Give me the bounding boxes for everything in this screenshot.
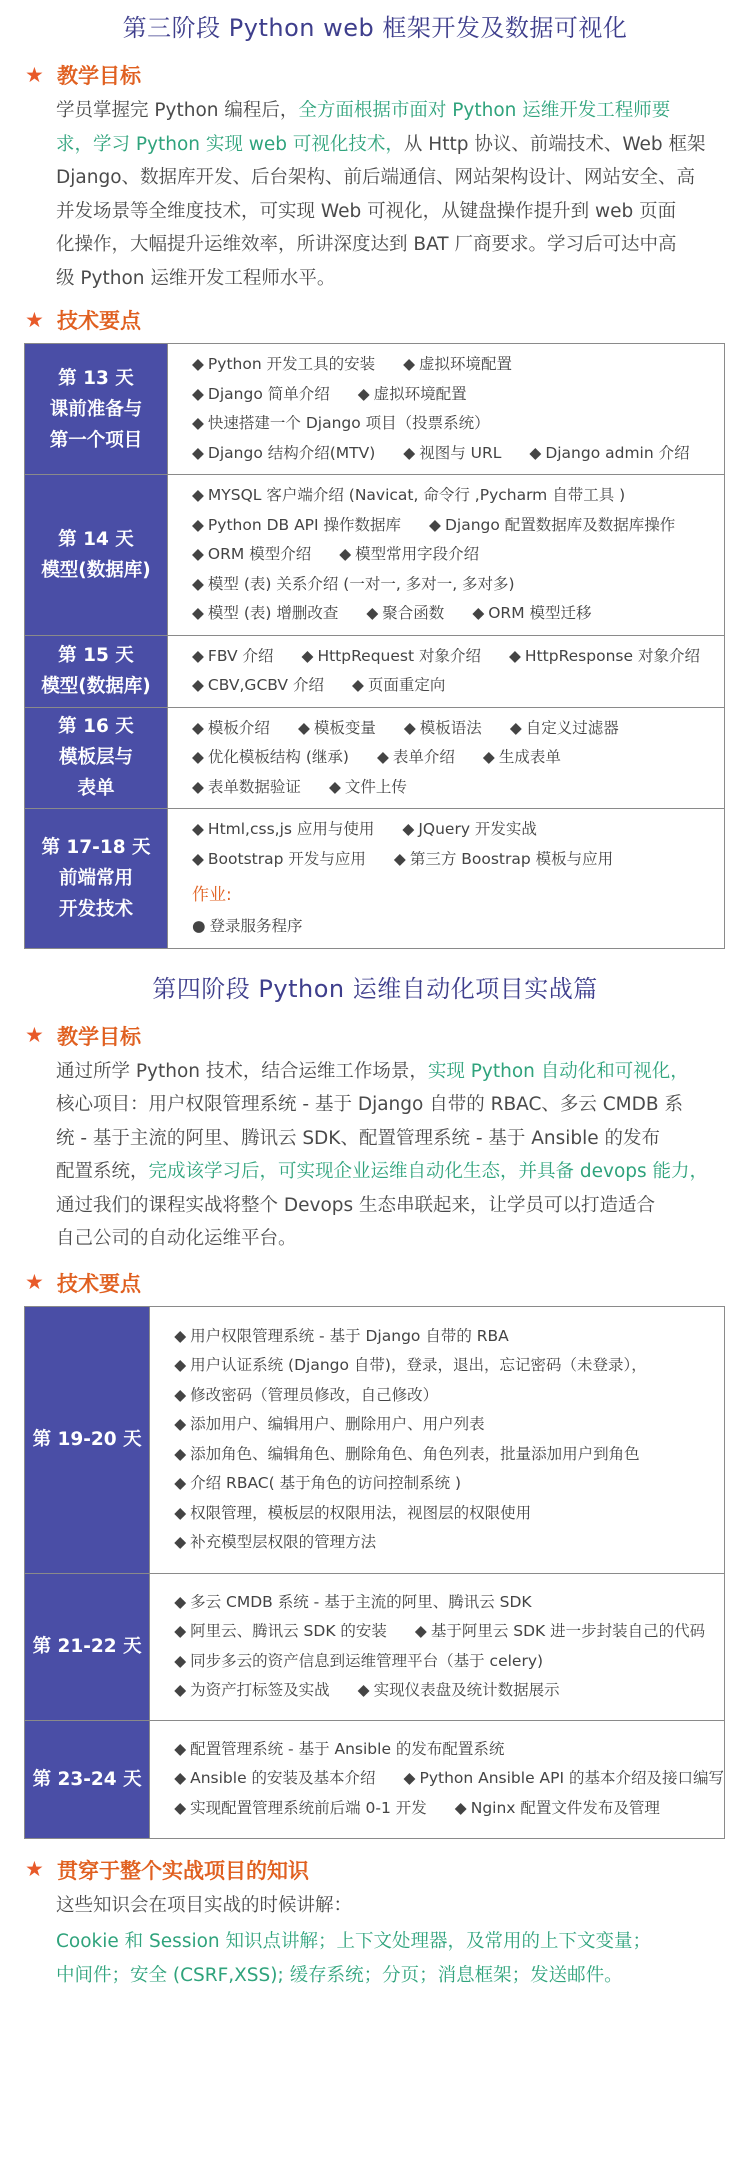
topic-line xyxy=(192,511,724,541)
topic-item xyxy=(174,1504,531,1522)
diamond-bullet-icon: ◆ xyxy=(192,515,204,534)
body-text: 化操作，大幅提升运维效率，所讲深度达到 BAT 厂商要求。学习后可达中高 xyxy=(56,234,677,255)
body-text: 统 - 基于主流的阿里、腾讯云 SDK、配置管理系统 - 基于 Ansible 的发布 xyxy=(56,1127,661,1149)
diamond-bullet-icon: ◆ xyxy=(357,384,370,403)
stage4-curriculum-table xyxy=(24,1306,725,1839)
day-cell xyxy=(25,707,168,809)
topic-item xyxy=(192,850,366,868)
diamond-bullet-icon: ◆ xyxy=(351,676,364,694)
topic-line xyxy=(174,1528,724,1558)
topic-item xyxy=(402,820,537,838)
stage3-tech-heading xyxy=(25,303,750,337)
topic-item xyxy=(404,719,482,737)
stage3-goal-text xyxy=(56,94,724,295)
topic-text: 页面重定向 xyxy=(367,676,446,694)
diamond-bullet-icon: ◆ xyxy=(509,646,521,665)
diamond-bullet-icon: ◆ xyxy=(192,820,204,838)
topic-text: HttpRequest 对象介绍 xyxy=(317,646,481,665)
star-icon: ★ xyxy=(25,1270,44,1294)
knowledge-line: 中间件；安全 (CSRF,XSS); 缓存系统；分页；消息框架；发送邮件。 xyxy=(56,1964,623,1986)
diamond-bullet-icon: ◆ xyxy=(414,1622,427,1640)
table-row xyxy=(25,809,725,949)
diamond-bullet-icon: ◆ xyxy=(192,604,204,622)
homework-text: 登录服务程序 xyxy=(209,917,303,935)
topic-text: 补充模型层权限的管理方法 xyxy=(190,1533,377,1551)
topic-item xyxy=(192,748,349,766)
day-cell xyxy=(25,1720,150,1838)
day-label: 第 21-22 天 xyxy=(32,1636,142,1657)
topic-text: 模型 (表) 增删改查 xyxy=(207,604,339,622)
topic-line xyxy=(192,642,724,672)
topic-text: 模板介绍 xyxy=(207,718,270,737)
topic-line xyxy=(174,1381,724,1411)
goal-line xyxy=(56,94,724,128)
topic-text: 第三方 Boostrap 模板与应用 xyxy=(409,849,614,868)
diamond-bullet-icon: ◆ xyxy=(174,1739,187,1758)
topic-item xyxy=(404,1769,724,1787)
day-label: 前端常用 xyxy=(58,867,133,889)
diamond-bullet-icon: ◆ xyxy=(509,718,522,737)
topic-text: Django 结构介绍(MTV) xyxy=(207,443,376,462)
goal-line xyxy=(56,161,724,195)
topic-item xyxy=(483,748,561,766)
highlight-text: 求，学习 Python 实现 web 可视化技术， xyxy=(56,133,404,155)
topic-line xyxy=(174,1322,724,1352)
topic-text: 添加角色、编辑角色、删除角色、角色列表，批量添加用户到角色 xyxy=(190,1444,640,1463)
diamond-bullet-icon: ◆ xyxy=(174,1592,187,1611)
topic-text: 优化模板结构 (继承) xyxy=(207,748,349,766)
topics-cell xyxy=(150,1573,725,1720)
topic-text: 用户认证系统 (Django 自带)，登录，退出，忘记密码（未登录）， xyxy=(190,1356,647,1374)
diamond-bullet-icon: ◆ xyxy=(339,545,352,563)
topic-item xyxy=(174,1622,387,1640)
topic-line xyxy=(192,439,724,469)
topic-text: 生成表单 xyxy=(498,748,561,766)
topic-text: CBV,GCBV 介绍 xyxy=(207,676,324,694)
day-label: 第 16 天 xyxy=(58,716,134,738)
diamond-bullet-icon: ◆ xyxy=(192,443,204,462)
diamond-bullet-icon: ◆ xyxy=(192,384,204,403)
topic-text: Python DB API 操作数据库 xyxy=(207,515,402,534)
topic-text: Nginx 配置文件发布及管理 xyxy=(470,1798,660,1817)
topic-item xyxy=(352,676,445,694)
topic-item xyxy=(174,1415,484,1433)
day-label: 第 19-20 天 xyxy=(32,1429,142,1450)
topics-cell xyxy=(150,1306,725,1573)
day-label: 模型(数据库) xyxy=(41,676,151,697)
topic-line xyxy=(192,570,724,600)
diamond-bullet-icon: ◆ xyxy=(192,646,204,665)
day-cell xyxy=(25,475,168,636)
topic-line xyxy=(174,1647,724,1677)
diamond-bullet-icon: ◆ xyxy=(454,1798,467,1817)
highlight-text: 完成该学习后，可实现企业运维自动化生态，并具备 devops 能力， xyxy=(148,1161,709,1182)
topic-text: Python Ansible API 的基本介绍及接口编写 xyxy=(419,1769,724,1788)
topic-line xyxy=(192,773,724,803)
diamond-bullet-icon: ◆ xyxy=(174,1474,187,1492)
topic-text: 聚合函数 xyxy=(382,604,445,622)
diamond-bullet-icon: ◆ xyxy=(403,1769,416,1788)
table-row xyxy=(25,1720,725,1838)
topics-cell xyxy=(168,475,725,636)
diamond-bullet-icon: ◆ xyxy=(192,414,204,432)
topic-item xyxy=(174,1593,531,1611)
body-text: 学员掌握完 Python 编程后， xyxy=(56,100,299,121)
star-icon: ★ xyxy=(25,307,44,332)
topic-text: 文件上传 xyxy=(344,777,407,796)
topic-item xyxy=(403,355,512,373)
topic-text: 快速搭建一个 Django 项目（投票系统） xyxy=(207,414,490,432)
table-row xyxy=(25,707,725,809)
topic-item xyxy=(192,444,375,462)
topic-text: 基于阿里云 SDK 进一步封装自己的代码 xyxy=(430,1622,706,1640)
topic-text: 自定义过滤器 xyxy=(525,718,619,737)
topic-line xyxy=(174,1617,724,1647)
diamond-bullet-icon: ◆ xyxy=(174,1385,187,1404)
topic-item xyxy=(192,575,515,593)
topic-item xyxy=(509,647,700,665)
day-label: 课前准备与 xyxy=(49,398,143,420)
topic-item xyxy=(174,1327,509,1345)
topic-text: 模板语法 xyxy=(419,718,482,737)
diamond-bullet-icon: ◆ xyxy=(192,676,204,694)
day-cell xyxy=(25,344,168,475)
topic-item xyxy=(415,1622,705,1640)
topic-item xyxy=(192,516,401,534)
topic-text: 配置管理系统 - 基于 Ansible 的发布配置系统 xyxy=(190,1739,505,1758)
topic-item xyxy=(174,1356,647,1374)
knowledge-text xyxy=(56,1889,724,1923)
topic-line xyxy=(174,1676,724,1706)
topic-item xyxy=(358,385,467,403)
topic-text: 虚拟环境配置 xyxy=(419,355,513,373)
stage4-title: 第四阶段 Python 运维自动化项目实战篇 xyxy=(152,974,598,1003)
goal-line xyxy=(56,228,724,262)
topic-text: 添加用户、编辑用户、删除用户、用户列表 xyxy=(190,1415,485,1433)
day-cell xyxy=(25,1573,150,1720)
topic-item xyxy=(358,1681,560,1699)
diamond-bullet-icon: ◆ xyxy=(357,1681,370,1699)
body-text: 自己公司的自动化运维平台。 xyxy=(56,1228,297,1249)
topic-text: 模型常用字段介绍 xyxy=(355,545,480,563)
topic-line xyxy=(192,815,724,845)
stage4-goal-text xyxy=(56,1055,724,1256)
diamond-bullet-icon: ◆ xyxy=(192,574,204,593)
topic-item xyxy=(394,850,613,868)
day-cell xyxy=(25,635,168,707)
day-cell xyxy=(25,809,168,949)
topic-text: 介绍 RBAC( 基于角色的访问控制系统 ) xyxy=(190,1474,462,1492)
topic-line xyxy=(192,409,724,439)
topic-item xyxy=(339,545,479,563)
day-label: 第 13 天 xyxy=(58,367,134,389)
table-row xyxy=(25,635,725,707)
topic-item xyxy=(174,1652,543,1670)
topic-text: HttpResponse 对象介绍 xyxy=(524,646,700,665)
topic-line xyxy=(174,1410,724,1440)
diamond-bullet-icon: ◆ xyxy=(393,849,406,868)
topic-item xyxy=(403,444,501,462)
topic-item xyxy=(192,820,374,838)
topic-text: 模型 (表) 关系介绍 (一对一, 多对一, 多对多) xyxy=(207,574,515,593)
goal-line xyxy=(56,1122,724,1156)
body-text: 通过所学 Python 技术，结合运维工作场景， xyxy=(56,1060,428,1082)
body-text: 从 Http 协议、前端技术、Web 框架 xyxy=(403,133,706,155)
topic-text: ORM 模型介绍 xyxy=(207,545,312,563)
body-text: 并发场景等全维度技术，可实现 Web 可视化，从键盘操作提升到 web 页面 xyxy=(56,200,677,222)
topics-cell xyxy=(168,635,725,707)
topic-item xyxy=(429,516,675,534)
goal-line xyxy=(56,1222,724,1256)
highlight-text: 实现 Python 自动化和可视化， xyxy=(427,1060,689,1082)
diamond-bullet-icon: ◆ xyxy=(376,748,389,766)
goal-line xyxy=(56,1088,724,1122)
topic-text: MYSQL 客户端介绍 (Navicat, 命令行 ,Pycharm 自带工具 ) xyxy=(207,486,626,504)
day-cell xyxy=(25,1306,150,1573)
table-row xyxy=(25,344,725,475)
topic-text: 多云 CMDB 系统 - 基于主流的阿里、腾讯云 SDK xyxy=(190,1592,532,1611)
stage4-goal-heading xyxy=(25,1019,750,1053)
topic-text: 模板变量 xyxy=(313,718,376,737)
topics-cell xyxy=(150,1720,725,1838)
day-label: 第 15 天 xyxy=(58,645,134,666)
star-icon: ★ xyxy=(25,1023,44,1047)
topic-item xyxy=(174,1533,376,1551)
topic-item xyxy=(174,1769,375,1787)
diamond-bullet-icon: ◆ xyxy=(192,545,204,563)
diamond-bullet-icon: ◆ xyxy=(174,1356,187,1374)
topic-item xyxy=(174,1474,461,1492)
topic-item xyxy=(192,778,301,796)
diamond-bullet-icon: ◆ xyxy=(328,777,341,796)
topic-item xyxy=(192,385,330,403)
topic-text: 表单数据验证 xyxy=(207,777,301,796)
section-label: 技术要点 xyxy=(57,1271,141,1296)
topic-line xyxy=(174,1499,724,1529)
dot-bullet-icon: ● xyxy=(192,917,206,935)
knowledge-line: Cookie 和 Session 知识点讲解；上下文处理器，及常用的上下文变量； xyxy=(56,1930,652,1952)
topic-item xyxy=(192,719,270,737)
topic-item xyxy=(529,444,689,462)
topic-line xyxy=(192,714,724,744)
knowledge-list xyxy=(56,1925,724,1993)
day-label: 模板层与 xyxy=(58,747,133,769)
diamond-bullet-icon: ◆ xyxy=(301,646,314,665)
day-label: 第 23-24 天 xyxy=(32,1768,142,1790)
diamond-bullet-icon: ◆ xyxy=(482,748,495,766)
body-text: Django、数据库开发、后台架构、前后端通信、网站架构设计、网站安全、高 xyxy=(56,167,696,188)
topic-item xyxy=(472,604,591,622)
topic-item xyxy=(329,778,407,796)
highlight-text: 全方面根据市面对 Python 运维开发工程师要 xyxy=(298,100,671,121)
topic-item xyxy=(174,1681,329,1699)
topic-text: JQuery 开发实战 xyxy=(418,820,537,838)
topic-line xyxy=(174,1794,724,1824)
topic-text: 用户权限管理系统 - 基于 Django 自带的 RBA xyxy=(190,1326,509,1345)
goal-line xyxy=(56,262,724,296)
topic-text: Python 开发工具的安装 xyxy=(207,355,376,373)
topic-text: 阿里云、腾讯云 SDK 的安装 xyxy=(190,1622,387,1640)
topic-text: 表单介绍 xyxy=(392,748,455,766)
diamond-bullet-icon: ◆ xyxy=(192,849,204,868)
table-row xyxy=(25,1573,725,1720)
day-label: 模型(数据库) xyxy=(41,559,151,581)
day-label: 第一个项目 xyxy=(49,429,143,451)
topic-line xyxy=(192,540,724,570)
topic-item xyxy=(366,604,444,622)
topic-item xyxy=(174,1445,639,1463)
topic-line xyxy=(192,481,724,511)
section-label: 贯穿于整个实战项目的知识 xyxy=(57,1858,309,1883)
diamond-bullet-icon: ◆ xyxy=(174,1622,187,1640)
topic-item xyxy=(174,1386,438,1404)
diamond-bullet-icon: ◆ xyxy=(174,1769,187,1788)
topic-item xyxy=(192,486,625,504)
topic-line xyxy=(174,1735,724,1765)
topic-line xyxy=(174,1588,724,1618)
section-label: 教学目标 xyxy=(57,64,141,88)
star-icon: ★ xyxy=(25,62,44,87)
topics-cell xyxy=(168,344,725,475)
diamond-bullet-icon: ◆ xyxy=(174,1651,187,1670)
diamond-bullet-icon: ◆ xyxy=(192,486,204,504)
diamond-bullet-icon: ◆ xyxy=(472,604,485,622)
topic-line xyxy=(192,380,724,410)
diamond-bullet-icon: ◆ xyxy=(529,443,542,462)
section-label: 教学目标 xyxy=(57,1024,141,1049)
goal-line xyxy=(56,1189,724,1223)
topic-item xyxy=(192,355,375,373)
day-label: 开发技术 xyxy=(58,898,133,920)
diamond-bullet-icon: ◆ xyxy=(174,1415,187,1433)
topic-text: 视图与 URL xyxy=(419,443,502,462)
day-label: 第 14 天 xyxy=(58,528,134,550)
topic-line xyxy=(192,599,724,629)
topic-text: Django 配置数据库及数据库操作 xyxy=(444,515,676,534)
topic-text: 为资产打标签及实战 xyxy=(190,1681,330,1699)
diamond-bullet-icon: ◆ xyxy=(297,718,310,737)
day-label: 表单 xyxy=(77,778,115,800)
topic-text: Ansible 的安装及基本介绍 xyxy=(190,1769,376,1788)
topics-cell xyxy=(168,707,725,809)
topic-line xyxy=(192,845,724,875)
table-row xyxy=(25,1306,725,1573)
diamond-bullet-icon: ◆ xyxy=(192,355,204,373)
diamond-bullet-icon: ◆ xyxy=(174,1798,187,1817)
topic-item xyxy=(192,545,311,563)
knowledge-heading xyxy=(25,1853,750,1887)
topic-text: Django 简单介绍 xyxy=(207,384,330,403)
goal-line xyxy=(56,1155,724,1189)
topic-item xyxy=(192,676,324,694)
topic-text: ORM 模型迁移 xyxy=(488,604,592,622)
goal-line xyxy=(56,195,724,229)
topic-line xyxy=(192,671,724,701)
star-icon: ★ xyxy=(25,1857,44,1881)
topic-text: 实现仪表盘及统计数据展示 xyxy=(373,1681,560,1699)
diamond-bullet-icon: ◆ xyxy=(192,777,204,796)
topic-line xyxy=(174,1351,724,1381)
topic-item xyxy=(174,1799,427,1817)
topic-text: 实现配置管理系统前后端 0-1 开发 xyxy=(190,1798,427,1817)
diamond-bullet-icon: ◆ xyxy=(403,718,416,737)
diamond-bullet-icon: ◆ xyxy=(174,1326,187,1345)
topic-item xyxy=(192,414,490,432)
diamond-bullet-icon: ◆ xyxy=(403,443,416,462)
knowledge-intro: 这些知识会在项目实战的时候讲解： xyxy=(56,1894,353,1916)
topic-item xyxy=(510,719,619,737)
diamond-bullet-icon: ◆ xyxy=(174,1444,187,1463)
diamond-bullet-icon: ◆ xyxy=(429,515,441,534)
topic-text: 虚拟环境配置 xyxy=(373,384,467,403)
topic-text: 修改密码（管理员修改，自己修改） xyxy=(190,1385,439,1404)
stage3-curriculum-table xyxy=(24,343,725,949)
topic-text: 同步多云的资产信息到运维管理平台（基于 celery) xyxy=(190,1651,544,1670)
topics-cell xyxy=(168,809,725,949)
stage4-tech-heading xyxy=(25,1266,750,1300)
body-text: 核心项目：用户权限管理系统 - 基于 Django 自带的 RBAC、多云 CMDB 系 xyxy=(56,1094,683,1115)
topic-item xyxy=(455,1799,660,1817)
topic-item xyxy=(302,647,481,665)
topic-item xyxy=(174,1740,504,1758)
topic-line xyxy=(174,1469,724,1499)
topic-line xyxy=(192,350,724,380)
topic-text: Django admin 介绍 xyxy=(545,443,690,462)
topic-text: Html,css,js 应用与使用 xyxy=(207,820,375,838)
diamond-bullet-icon: ◆ xyxy=(192,748,204,766)
topic-line xyxy=(174,1440,724,1470)
topic-text: 权限管理，模板层的权限用法，视图层的权限使用 xyxy=(190,1503,532,1522)
topic-text: FBV 介绍 xyxy=(207,646,274,665)
stage3-title: 第三阶段 Python web 框架开发及数据可视化 xyxy=(122,14,628,42)
diamond-bullet-icon: ◆ xyxy=(403,355,415,373)
diamond-bullet-icon: ◆ xyxy=(192,718,204,737)
diamond-bullet-icon: ◆ xyxy=(174,1533,187,1551)
topic-item xyxy=(192,647,274,665)
diamond-bullet-icon: ◆ xyxy=(174,1681,187,1699)
homework-item xyxy=(192,912,724,942)
section-label: 技术要点 xyxy=(57,309,141,333)
diamond-bullet-icon: ◆ xyxy=(174,1503,187,1522)
topic-line xyxy=(192,743,724,773)
diamond-bullet-icon: ◆ xyxy=(402,820,415,838)
topic-item xyxy=(298,719,376,737)
goal-line xyxy=(56,128,724,162)
homework-label: 作业: xyxy=(192,885,232,905)
body-text: 配置系统， xyxy=(56,1161,149,1182)
stage3-goal-heading xyxy=(25,58,750,92)
day-label: 第 17-18 天 xyxy=(41,836,151,858)
table-row xyxy=(25,475,725,636)
topic-text: Bootstrap 开发与应用 xyxy=(207,849,366,868)
diamond-bullet-icon: ◆ xyxy=(366,604,379,622)
body-text: 级 Python 运维开发工程师水平。 xyxy=(56,267,336,289)
topic-line xyxy=(174,1764,724,1794)
goal-line xyxy=(56,1055,724,1089)
topic-item xyxy=(192,604,338,622)
topic-item xyxy=(377,748,455,766)
body-text: 通过我们的课程实战将整个 Devops 生态串联起来，让学员可以打造适合 xyxy=(56,1194,656,1216)
